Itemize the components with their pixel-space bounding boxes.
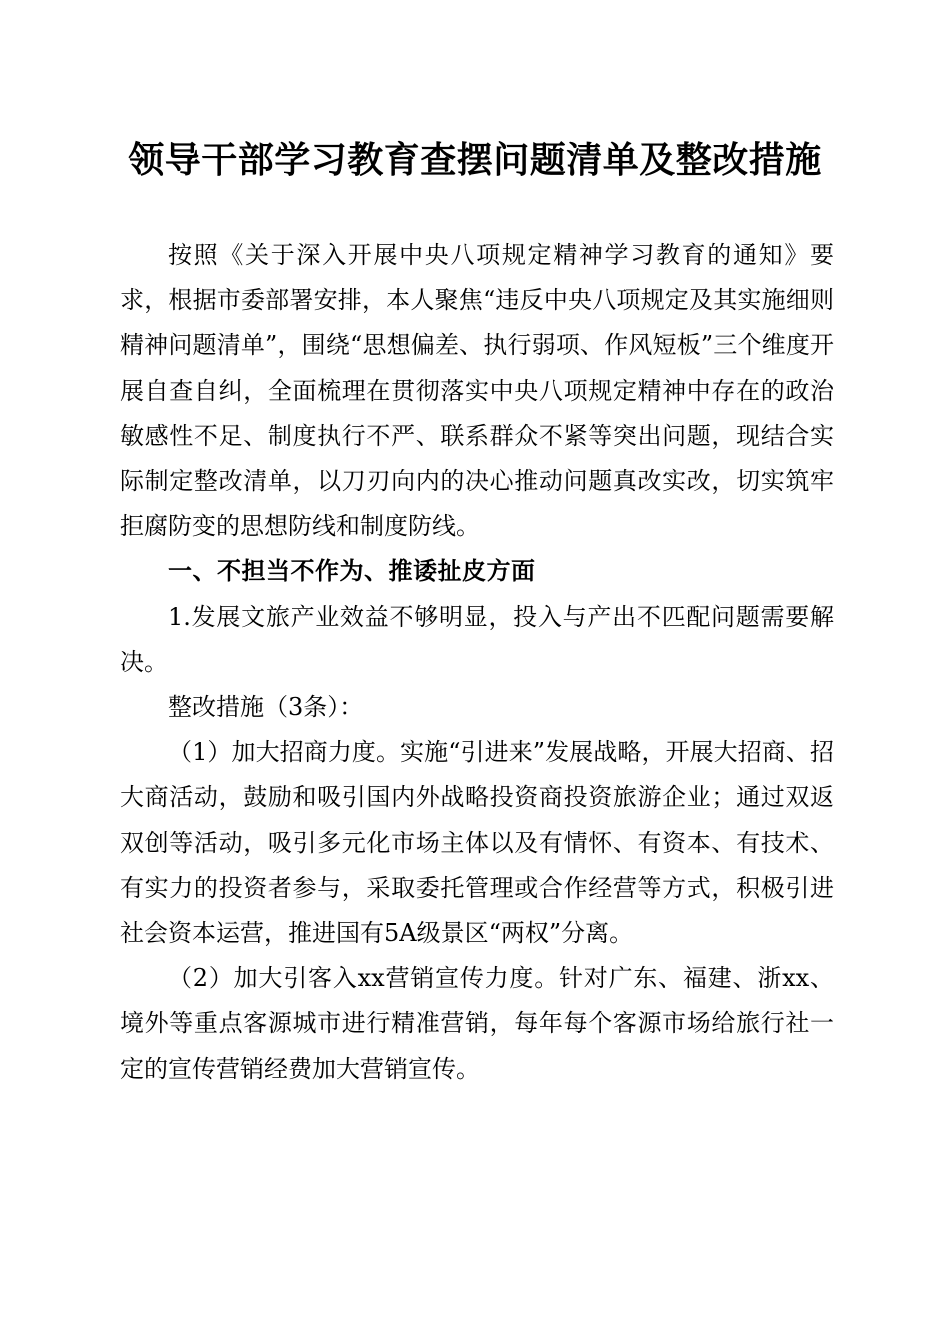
document-body bbox=[120, 233, 834, 1092]
document-title: 领导干部学习教育查摆问题清单及整改措施 bbox=[128, 139, 822, 181]
intro-paragraph: 按照《关于深入开展中央八项规定精神学习教育的通知》要求，根据市委部署安排，本人聚焦“违反中央八项规定及其实施细则精神问题清单”，围绕“思想偏差、执行弱项、作风短板”三个维度开展自查自纠，全面梳理在贯彻落实中央八项规定精神中存在的政治敏感性不足、制度执行不严、联系群众不紧等突出问题，现结合实际制定整改清单，以刀刃向内的决心推动问题真改实改，切实筑牢拒腐防变的思想防线和制度防线。 bbox=[120, 241, 834, 541]
section-heading: 一、不担当不作为、推诿扯皮方面 bbox=[168, 557, 536, 586]
measure-paragraph-1: （1）加大招商力度。实施“引进来”发展战略，开展大招商、招大商活动，鼓励和吸引国内外战略投资商投资旅游企业；通过双返双创等活动，吸引多元化市场主体以及有情怀、有资本、有技术、有实力的投资者参与，采取委托管理或合作经营等方式，积极引进社会资本运营，推进国有5A级景区“两权”分离。 bbox=[120, 738, 834, 948]
measures-label: 整改措施（3条）： bbox=[168, 693, 364, 722]
problem-item: 1.发展文旅产业效益不够明显，投入与产出不匹配问题需要解决。 bbox=[120, 602, 834, 676]
measure-paragraph-2: （2）加大引客入xx营销宣传力度。针对广东、福建、浙xx、境外等重点客源城市进行精准营销，每年每个客源市场给旅行社一定的宣传营销经费加大营销宣传。 bbox=[120, 964, 834, 1083]
